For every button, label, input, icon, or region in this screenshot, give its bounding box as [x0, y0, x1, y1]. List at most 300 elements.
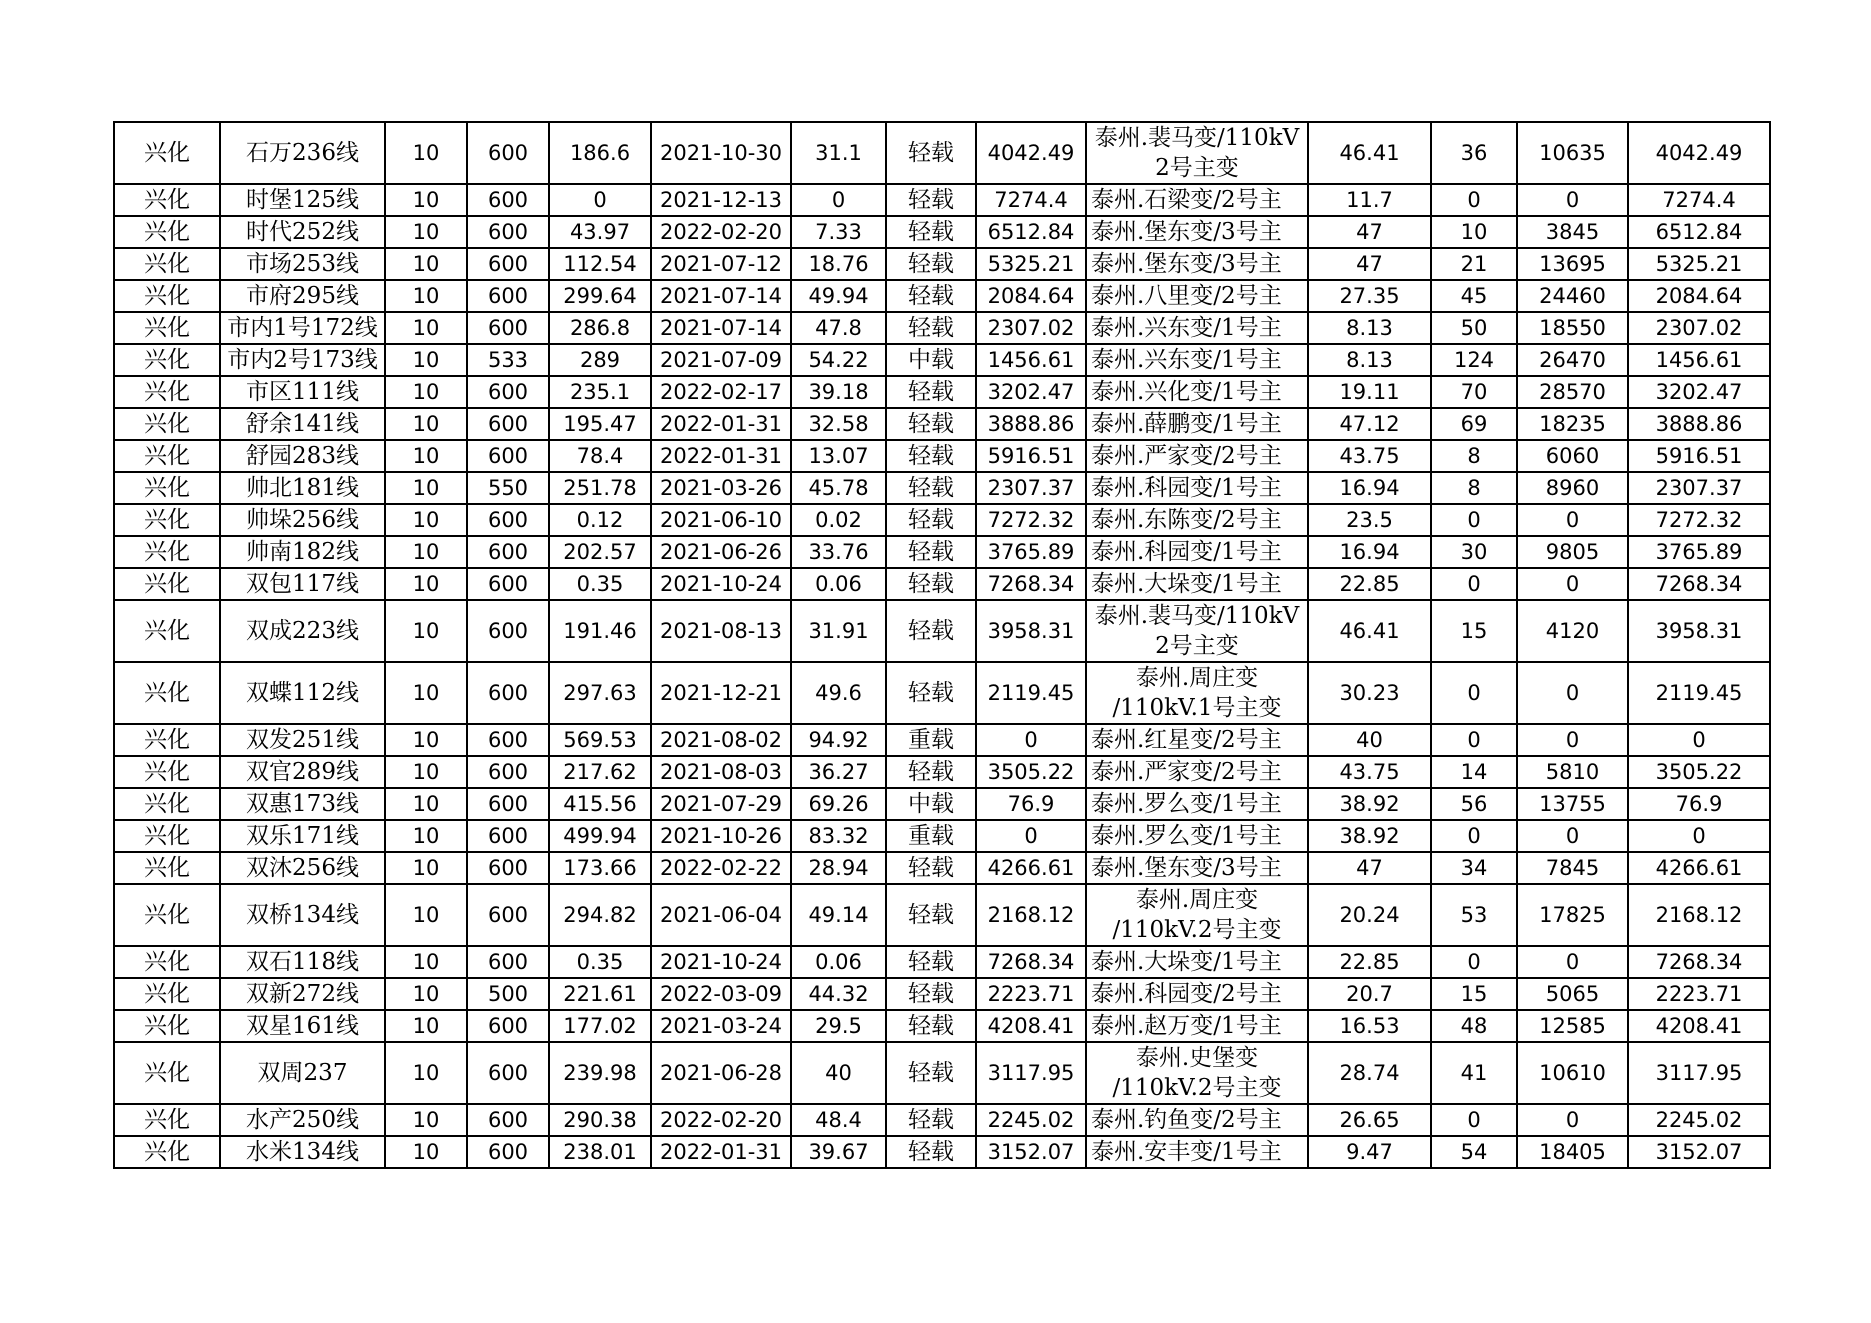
cell-user-count: 15: [1431, 978, 1517, 1010]
cell-line-name: 双包117线: [220, 568, 385, 600]
cell-transformer-load-rate: 20.24: [1308, 884, 1431, 946]
table-row: [114, 1104, 1770, 1136]
cell-remaining-capacity: 1456.61: [1628, 344, 1770, 376]
cell-max-date: 2021-10-26: [651, 820, 791, 852]
cell-remaining-capacity: 4042.49: [1628, 122, 1770, 184]
cell-line-name: 双成223线: [220, 600, 385, 662]
cell-remaining-capacity: 4266.61: [1628, 852, 1770, 884]
table-row: [114, 852, 1770, 884]
cell-load-rate: 83.32: [791, 820, 886, 852]
cell-installed-capacity: 0: [1517, 568, 1628, 600]
cell-max-current: 297.63: [549, 662, 651, 724]
cell-substation-transformer: 泰州.兴化变/1号主: [1086, 376, 1308, 408]
cell-user-count: 0: [1431, 504, 1517, 536]
cell-load-status: 轻载: [886, 184, 976, 216]
cell-region: 兴化: [114, 756, 220, 788]
cell-rated-current: 600: [467, 662, 549, 724]
cell-substation-transformer: 泰州.裴马变/110kV 2号主变: [1086, 122, 1308, 184]
cell-rated-current: 550: [467, 472, 549, 504]
cell-rated-current: 600: [467, 408, 549, 440]
cell-user-count: 0: [1431, 820, 1517, 852]
table-row: [114, 568, 1770, 600]
table-row: [114, 122, 1770, 184]
cell-load-rate: 54.22: [791, 344, 886, 376]
cell-remaining-capacity: 2245.02: [1628, 1104, 1770, 1136]
cell-transformer-load-rate: 38.92: [1308, 788, 1431, 820]
cell-load-rate: 0: [791, 184, 886, 216]
cell-substation-transformer: 泰州.红星变/2号主: [1086, 724, 1308, 756]
cell-substation-transformer: 泰州.安丰变/1号主: [1086, 1136, 1308, 1168]
cell-transformer-load-rate: 46.41: [1308, 600, 1431, 662]
cell-available-capacity: 3505.22: [976, 756, 1086, 788]
cell-load-rate: 32.58: [791, 408, 886, 440]
cell-max-current: 0.12: [549, 504, 651, 536]
cell-rated-current: 600: [467, 1104, 549, 1136]
cell-available-capacity: 0: [976, 724, 1086, 756]
cell-region: 兴化: [114, 376, 220, 408]
cell-available-capacity: 7274.4: [976, 184, 1086, 216]
cell-voltage: 10: [385, 820, 467, 852]
cell-remaining-capacity: 3888.86: [1628, 408, 1770, 440]
cell-load-status: 轻载: [886, 440, 976, 472]
cell-rated-current: 600: [467, 184, 549, 216]
cell-region: 兴化: [114, 504, 220, 536]
cell-load-status: 轻载: [886, 376, 976, 408]
cell-line-name: 双新272线: [220, 978, 385, 1010]
cell-load-rate: 40: [791, 1042, 886, 1104]
table-row: [114, 248, 1770, 280]
cell-remaining-capacity: 7272.32: [1628, 504, 1770, 536]
cell-user-count: 50: [1431, 312, 1517, 344]
cell-voltage: 10: [385, 376, 467, 408]
cell-transformer-load-rate: 27.35: [1308, 280, 1431, 312]
cell-user-count: 0: [1431, 662, 1517, 724]
cell-substation-transformer: 泰州.科园变/1号主: [1086, 472, 1308, 504]
cell-max-current: 238.01: [549, 1136, 651, 1168]
cell-available-capacity: 3117.95: [976, 1042, 1086, 1104]
cell-user-count: 45: [1431, 280, 1517, 312]
cell-substation-transformer: 泰州.史堡变 /110kV.2号主变: [1086, 1042, 1308, 1104]
cell-region: 兴化: [114, 662, 220, 724]
cell-transformer-load-rate: 20.7: [1308, 978, 1431, 1010]
cell-region: 兴化: [114, 1010, 220, 1042]
cell-load-rate: 7.33: [791, 216, 886, 248]
cell-transformer-load-rate: 16.94: [1308, 536, 1431, 568]
cell-region: 兴化: [114, 184, 220, 216]
cell-rated-current: 600: [467, 312, 549, 344]
cell-max-current: 569.53: [549, 724, 651, 756]
table-row: [114, 536, 1770, 568]
cell-installed-capacity: 13695: [1517, 248, 1628, 280]
cell-rated-current: 600: [467, 280, 549, 312]
cell-line-name: 时堡125线: [220, 184, 385, 216]
cell-max-current: 217.62: [549, 756, 651, 788]
cell-max-date: 2021-12-21: [651, 662, 791, 724]
cell-voltage: 10: [385, 568, 467, 600]
cell-max-current: 415.56: [549, 788, 651, 820]
cell-installed-capacity: 10635: [1517, 122, 1628, 184]
cell-installed-capacity: 0: [1517, 946, 1628, 978]
cell-available-capacity: 5916.51: [976, 440, 1086, 472]
cell-available-capacity: 76.9: [976, 788, 1086, 820]
cell-load-status: 轻载: [886, 568, 976, 600]
cell-region: 兴化: [114, 248, 220, 280]
cell-voltage: 10: [385, 504, 467, 536]
cell-max-current: 251.78: [549, 472, 651, 504]
cell-max-current: 290.38: [549, 1104, 651, 1136]
cell-max-date: 2022-01-31: [651, 408, 791, 440]
cell-installed-capacity: 0: [1517, 1104, 1628, 1136]
cell-rated-current: 600: [467, 756, 549, 788]
cell-load-rate: 39.67: [791, 1136, 886, 1168]
cell-region: 兴化: [114, 1042, 220, 1104]
cell-transformer-load-rate: 16.94: [1308, 472, 1431, 504]
cell-load-status: 重载: [886, 724, 976, 756]
cell-line-name: 帅南182线: [220, 536, 385, 568]
cell-transformer-load-rate: 28.74: [1308, 1042, 1431, 1104]
cell-line-name: 双惠173线: [220, 788, 385, 820]
cell-load-status: 轻载: [886, 122, 976, 184]
cell-max-current: 221.61: [549, 978, 651, 1010]
table-row: [114, 788, 1770, 820]
cell-installed-capacity: 18550: [1517, 312, 1628, 344]
cell-load-rate: 45.78: [791, 472, 886, 504]
cell-user-count: 0: [1431, 946, 1517, 978]
cell-installed-capacity: 18235: [1517, 408, 1628, 440]
cell-load-rate: 39.18: [791, 376, 886, 408]
cell-voltage: 10: [385, 248, 467, 280]
cell-max-date: 2022-03-09: [651, 978, 791, 1010]
cell-installed-capacity: 3845: [1517, 216, 1628, 248]
cell-load-status: 重载: [886, 820, 976, 852]
cell-load-status: 轻载: [886, 216, 976, 248]
table-row: [114, 756, 1770, 788]
cell-rated-current: 533: [467, 344, 549, 376]
cell-remaining-capacity: 2307.02: [1628, 312, 1770, 344]
cell-remaining-capacity: 2307.37: [1628, 472, 1770, 504]
cell-user-count: 0: [1431, 1104, 1517, 1136]
cell-user-count: 53: [1431, 884, 1517, 946]
cell-rated-current: 600: [467, 724, 549, 756]
cell-load-rate: 31.91: [791, 600, 886, 662]
cell-user-count: 0: [1431, 568, 1517, 600]
cell-max-current: 0.35: [549, 946, 651, 978]
cell-remaining-capacity: 6512.84: [1628, 216, 1770, 248]
cell-region: 兴化: [114, 536, 220, 568]
cell-max-current: 78.4: [549, 440, 651, 472]
table-row: [114, 312, 1770, 344]
cell-voltage: 10: [385, 852, 467, 884]
cell-remaining-capacity: 2084.64: [1628, 280, 1770, 312]
cell-max-current: 112.54: [549, 248, 651, 280]
table-row: [114, 216, 1770, 248]
cell-user-count: 36: [1431, 122, 1517, 184]
cell-region: 兴化: [114, 280, 220, 312]
cell-installed-capacity: 9805: [1517, 536, 1628, 568]
cell-max-current: 299.64: [549, 280, 651, 312]
cell-remaining-capacity: 3765.89: [1628, 536, 1770, 568]
cell-substation-transformer: 泰州.八里变/2号主: [1086, 280, 1308, 312]
cell-line-name: 市府295线: [220, 280, 385, 312]
cell-max-date: 2021-06-10: [651, 504, 791, 536]
cell-remaining-capacity: 4208.41: [1628, 1010, 1770, 1042]
cell-load-status: 轻载: [886, 312, 976, 344]
cell-line-name: 市内2号173线: [220, 344, 385, 376]
cell-load-status: 中载: [886, 344, 976, 376]
cell-remaining-capacity: 76.9: [1628, 788, 1770, 820]
cell-load-rate: 69.26: [791, 788, 886, 820]
cell-rated-current: 500: [467, 978, 549, 1010]
cell-line-name: 双周237: [220, 1042, 385, 1104]
cell-voltage: 10: [385, 184, 467, 216]
cell-substation-transformer: 泰州.科园变/2号主: [1086, 978, 1308, 1010]
feeder-load-table: [113, 121, 1771, 1169]
cell-region: 兴化: [114, 852, 220, 884]
cell-load-status: 轻载: [886, 600, 976, 662]
cell-available-capacity: 3152.07: [976, 1136, 1086, 1168]
cell-max-date: 2021-07-14: [651, 312, 791, 344]
cell-max-date: 2021-08-13: [651, 600, 791, 662]
cell-remaining-capacity: 0: [1628, 724, 1770, 756]
cell-voltage: 10: [385, 440, 467, 472]
cell-line-name: 市内1号172线: [220, 312, 385, 344]
cell-voltage: 10: [385, 600, 467, 662]
table-row: [114, 280, 1770, 312]
table-row: [114, 184, 1770, 216]
cell-max-current: 202.57: [549, 536, 651, 568]
cell-substation-transformer: 泰州.兴东变/1号主: [1086, 344, 1308, 376]
cell-load-rate: 49.14: [791, 884, 886, 946]
cell-available-capacity: 2307.37: [976, 472, 1086, 504]
cell-transformer-load-rate: 30.23: [1308, 662, 1431, 724]
cell-voltage: 10: [385, 946, 467, 978]
cell-voltage: 10: [385, 1010, 467, 1042]
cell-substation-transformer: 泰州.堡东变/3号主: [1086, 216, 1308, 248]
cell-user-count: 10: [1431, 216, 1517, 248]
cell-transformer-load-rate: 46.41: [1308, 122, 1431, 184]
cell-rated-current: 600: [467, 216, 549, 248]
cell-load-status: 轻载: [886, 536, 976, 568]
cell-voltage: 10: [385, 662, 467, 724]
cell-user-count: 8: [1431, 472, 1517, 504]
table-row: [114, 344, 1770, 376]
cell-installed-capacity: 6060: [1517, 440, 1628, 472]
cell-max-current: 191.46: [549, 600, 651, 662]
cell-available-capacity: 2307.02: [976, 312, 1086, 344]
cell-region: 兴化: [114, 344, 220, 376]
cell-transformer-load-rate: 22.85: [1308, 946, 1431, 978]
cell-load-status: 轻载: [886, 472, 976, 504]
cell-available-capacity: 2223.71: [976, 978, 1086, 1010]
cell-transformer-load-rate: 43.75: [1308, 756, 1431, 788]
cell-substation-transformer: 泰州.裴马变/110kV 2号主变: [1086, 600, 1308, 662]
cell-region: 兴化: [114, 312, 220, 344]
cell-load-rate: 36.27: [791, 756, 886, 788]
cell-rated-current: 600: [467, 884, 549, 946]
cell-transformer-load-rate: 23.5: [1308, 504, 1431, 536]
cell-load-status: 轻载: [886, 852, 976, 884]
cell-installed-capacity: 13755: [1517, 788, 1628, 820]
cell-substation-transformer: 泰州.钓鱼变/2号主: [1086, 1104, 1308, 1136]
cell-max-date: 2021-03-24: [651, 1010, 791, 1042]
cell-installed-capacity: 5065: [1517, 978, 1628, 1010]
cell-user-count: 56: [1431, 788, 1517, 820]
cell-load-status: 轻载: [886, 884, 976, 946]
cell-available-capacity: 7272.32: [976, 504, 1086, 536]
cell-rated-current: 600: [467, 1042, 549, 1104]
cell-user-count: 8: [1431, 440, 1517, 472]
cell-load-status: 轻载: [886, 1010, 976, 1042]
cell-load-rate: 48.4: [791, 1104, 886, 1136]
cell-rated-current: 600: [467, 568, 549, 600]
cell-voltage: 10: [385, 344, 467, 376]
cell-installed-capacity: 7845: [1517, 852, 1628, 884]
cell-available-capacity: 7268.34: [976, 568, 1086, 600]
cell-available-capacity: 2119.45: [976, 662, 1086, 724]
cell-user-count: 15: [1431, 600, 1517, 662]
cell-remaining-capacity: 3202.47: [1628, 376, 1770, 408]
cell-max-date: 2021-07-14: [651, 280, 791, 312]
cell-available-capacity: 5325.21: [976, 248, 1086, 280]
cell-max-date: 2022-02-20: [651, 1104, 791, 1136]
cell-available-capacity: 2084.64: [976, 280, 1086, 312]
cell-rated-current: 600: [467, 1010, 549, 1042]
cell-line-name: 帅垛256线: [220, 504, 385, 536]
cell-installed-capacity: 10610: [1517, 1042, 1628, 1104]
cell-max-current: 177.02: [549, 1010, 651, 1042]
cell-max-date: 2021-08-03: [651, 756, 791, 788]
cell-transformer-load-rate: 47: [1308, 852, 1431, 884]
cell-region: 兴化: [114, 408, 220, 440]
cell-available-capacity: 7268.34: [976, 946, 1086, 978]
cell-region: 兴化: [114, 946, 220, 978]
table-body: [114, 122, 1770, 1168]
table-row: [114, 662, 1770, 724]
cell-available-capacity: 3202.47: [976, 376, 1086, 408]
cell-available-capacity: 6512.84: [976, 216, 1086, 248]
cell-transformer-load-rate: 22.85: [1308, 568, 1431, 600]
cell-remaining-capacity: 5916.51: [1628, 440, 1770, 472]
cell-region: 兴化: [114, 600, 220, 662]
cell-region: 兴化: [114, 440, 220, 472]
cell-max-current: 0.35: [549, 568, 651, 600]
cell-installed-capacity: 0: [1517, 184, 1628, 216]
table-row: [114, 978, 1770, 1010]
cell-line-name: 市场253线: [220, 248, 385, 280]
cell-substation-transformer: 泰州.严家变/2号主: [1086, 440, 1308, 472]
cell-load-status: 轻载: [886, 248, 976, 280]
cell-installed-capacity: 8960: [1517, 472, 1628, 504]
cell-load-rate: 49.94: [791, 280, 886, 312]
cell-available-capacity: 4208.41: [976, 1010, 1086, 1042]
cell-available-capacity: 3888.86: [976, 408, 1086, 440]
cell-transformer-load-rate: 38.92: [1308, 820, 1431, 852]
cell-load-rate: 18.76: [791, 248, 886, 280]
cell-max-current: 289: [549, 344, 651, 376]
cell-installed-capacity: 18405: [1517, 1136, 1628, 1168]
cell-load-rate: 44.32: [791, 978, 886, 1010]
cell-region: 兴化: [114, 472, 220, 504]
cell-line-name: 帅北181线: [220, 472, 385, 504]
table-row: [114, 1136, 1770, 1168]
cell-installed-capacity: 0: [1517, 504, 1628, 536]
cell-line-name: 双乐171线: [220, 820, 385, 852]
cell-voltage: 10: [385, 788, 467, 820]
cell-user-count: 30: [1431, 536, 1517, 568]
table-row: [114, 504, 1770, 536]
cell-max-date: 2022-01-31: [651, 1136, 791, 1168]
cell-line-name: 双石118线: [220, 946, 385, 978]
cell-line-name: 双桥134线: [220, 884, 385, 946]
cell-rated-current: 600: [467, 1136, 549, 1168]
cell-max-current: 239.98: [549, 1042, 651, 1104]
cell-rated-current: 600: [467, 600, 549, 662]
cell-max-date: 2021-10-24: [651, 946, 791, 978]
cell-voltage: 10: [385, 1136, 467, 1168]
cell-transformer-load-rate: 8.13: [1308, 312, 1431, 344]
cell-user-count: 34: [1431, 852, 1517, 884]
cell-installed-capacity: 0: [1517, 662, 1628, 724]
cell-line-name: 舒余141线: [220, 408, 385, 440]
cell-remaining-capacity: 3505.22: [1628, 756, 1770, 788]
cell-max-date: 2021-10-30: [651, 122, 791, 184]
cell-transformer-load-rate: 47: [1308, 216, 1431, 248]
cell-remaining-capacity: 7274.4: [1628, 184, 1770, 216]
cell-voltage: 10: [385, 408, 467, 440]
cell-rated-current: 600: [467, 122, 549, 184]
cell-line-name: 双官289线: [220, 756, 385, 788]
cell-load-status: 轻载: [886, 1136, 976, 1168]
table-row: [114, 600, 1770, 662]
cell-max-date: 2021-07-12: [651, 248, 791, 280]
cell-transformer-load-rate: 19.11: [1308, 376, 1431, 408]
cell-region: 兴化: [114, 788, 220, 820]
cell-line-name: 双星161线: [220, 1010, 385, 1042]
cell-load-status: 轻载: [886, 280, 976, 312]
table-row: [114, 884, 1770, 946]
cell-line-name: 双发251线: [220, 724, 385, 756]
cell-load-status: 轻载: [886, 1104, 976, 1136]
cell-installed-capacity: 17825: [1517, 884, 1628, 946]
cell-load-rate: 0.06: [791, 946, 886, 978]
cell-load-rate: 0.06: [791, 568, 886, 600]
cell-user-count: 54: [1431, 1136, 1517, 1168]
cell-user-count: 41: [1431, 1042, 1517, 1104]
cell-remaining-capacity: 0: [1628, 820, 1770, 852]
table-row: [114, 724, 1770, 756]
cell-remaining-capacity: 2168.12: [1628, 884, 1770, 946]
cell-transformer-load-rate: 40: [1308, 724, 1431, 756]
cell-remaining-capacity: 7268.34: [1628, 568, 1770, 600]
cell-voltage: 10: [385, 472, 467, 504]
cell-region: 兴化: [114, 216, 220, 248]
cell-load-status: 中载: [886, 788, 976, 820]
cell-transformer-load-rate: 47: [1308, 248, 1431, 280]
cell-substation-transformer: 泰州.东陈变/2号主: [1086, 504, 1308, 536]
cell-user-count: 48: [1431, 1010, 1517, 1042]
cell-remaining-capacity: 3152.07: [1628, 1136, 1770, 1168]
cell-voltage: 10: [385, 536, 467, 568]
cell-remaining-capacity: 3117.95: [1628, 1042, 1770, 1104]
cell-rated-current: 600: [467, 504, 549, 536]
cell-line-name: 水产250线: [220, 1104, 385, 1136]
table-row: [114, 376, 1770, 408]
cell-line-name: 水米134线: [220, 1136, 385, 1168]
cell-substation-transformer: 泰州.大垛变/1号主: [1086, 946, 1308, 978]
cell-load-rate: 94.92: [791, 724, 886, 756]
table-row: [114, 1042, 1770, 1104]
cell-voltage: 10: [385, 312, 467, 344]
